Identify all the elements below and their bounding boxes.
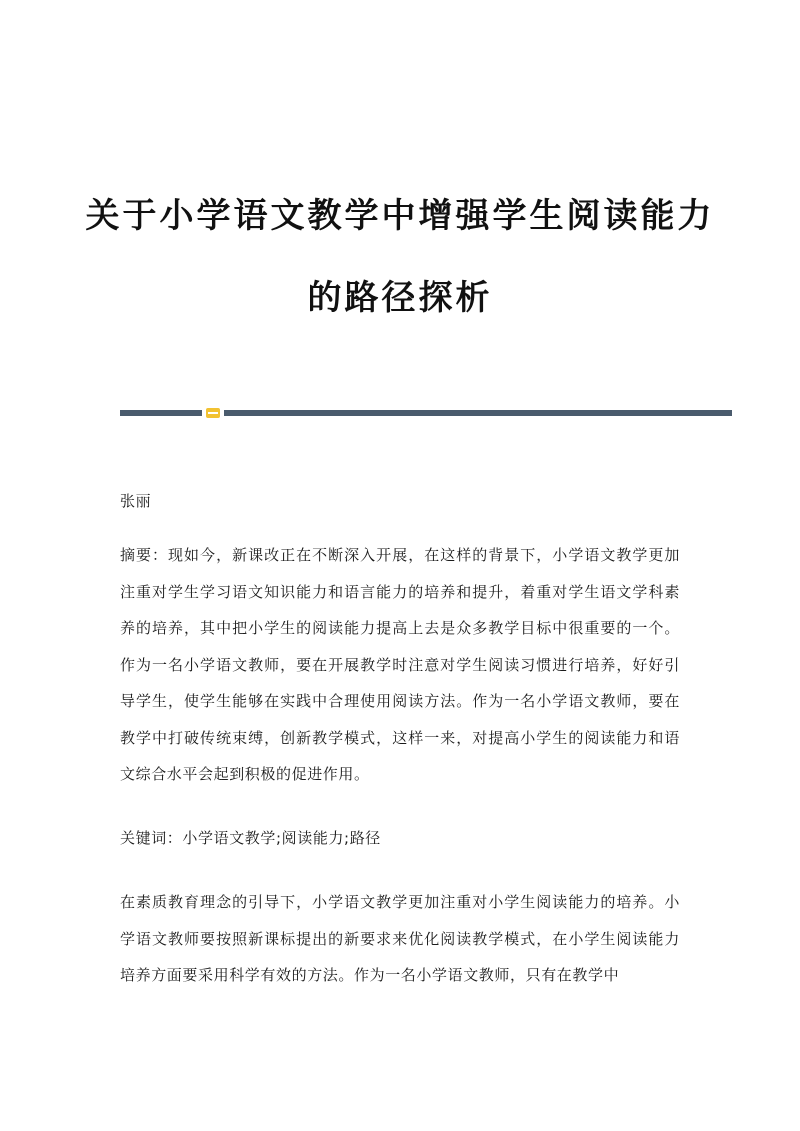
title-divider xyxy=(120,408,732,418)
keywords-line: 关键词：小学语文教学;阅读能力;路径 xyxy=(120,829,381,847)
document-title-line-1: 关于小学语文教学中增强学生阅读能力 xyxy=(85,196,715,236)
body-paragraph: 在素质教育理念的引导下，小学语文教学更加注重对小学生阅读能力的培养。小学语文教师要按照新课标提出的新要求来优化阅读教学模式，在小学生阅读能力培养方面要采用科学有效的方法。作为一名小学语文教师，只有在教学中 xyxy=(120,893,680,984)
divider-ornament-icon xyxy=(206,408,220,418)
document-title-line-2: 的路径探析 xyxy=(307,278,493,318)
divider-bar-left xyxy=(120,410,202,416)
author-name: 张丽 xyxy=(120,492,152,510)
abstract-paragraph: 摘要：现如今，新课改正在不断深入开展，在这样的背景下，小学语文教学更加注重对学生学习语文知识能力和语言能力的培养和提升，着重对学生语文学科素养的培养，其中把小学生的阅读能力提高上去是众多教学目标中很重要的一个。作为一名小学语文教师，要在开展教学时注意对学生阅读习惯进行培养，好好引导学生，使学生能够在实践中合理使用阅读方法。作为一名小学语文教师，要在教学中打破传统束缚，创新教学模式，这样一来，对提高小学生的阅读能力和语文综合水平会起到积极的促进作用。 xyxy=(120,546,680,783)
divider-bar-right xyxy=(224,410,732,416)
